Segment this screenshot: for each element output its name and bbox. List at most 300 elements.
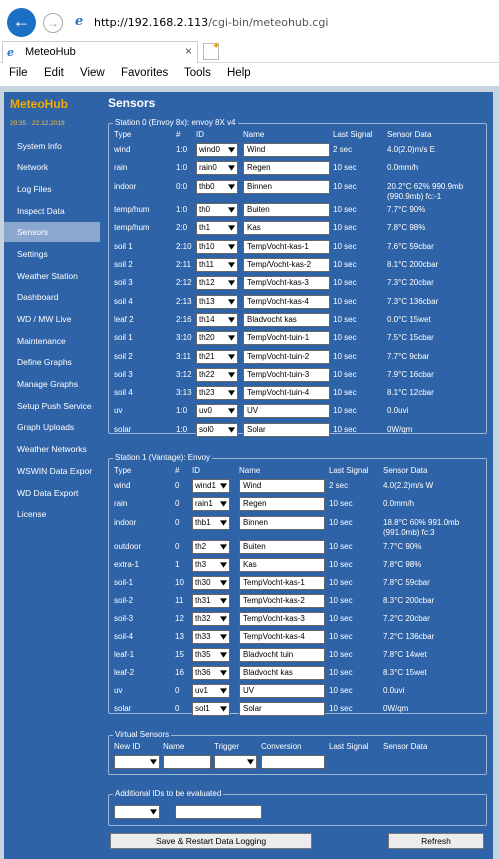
sensor-id-value: wind0 (199, 145, 220, 154)
sensor-type: uv (114, 686, 123, 695)
sensor-name-input[interactable]: Regen (243, 161, 330, 175)
last-signal: 10 sec (333, 333, 357, 342)
sensor-id-select[interactable] (192, 576, 230, 590)
chevron-down-icon (220, 688, 227, 694)
last-signal: 10 sec (329, 650, 353, 659)
sensor-data: 18.8°C 60% 991.0mb (383, 518, 460, 527)
sensor-data: 7.8°C 98% (383, 560, 422, 569)
sensor-type: solar (114, 704, 132, 713)
sensor-name-input[interactable]: Buiten (239, 540, 325, 554)
save-restart-button[interactable]: Save & Restart Data Logging (110, 833, 312, 849)
menu-favorites[interactable]: Favorites (121, 67, 169, 79)
chevron-down-icon (228, 262, 235, 268)
sensor-name-input[interactable]: TempVocht-tuin-1 (243, 331, 330, 345)
sensor-number: 0 (175, 481, 180, 490)
sensor-number: 11 (175, 596, 184, 605)
sidebar-item-dashboard[interactable]: Dashboard (17, 292, 59, 302)
ie-tab-icon: e (7, 46, 14, 59)
sensor-data: 4.0(2.0)m/s E (387, 145, 436, 154)
sensor-type: uv (114, 406, 123, 415)
sensor-data: 0.0°C 15wet (387, 315, 431, 324)
sensor-id-value: uv1 (195, 686, 208, 695)
sensor-id-select[interactable] (192, 540, 230, 554)
sensor-id-value: th32 (195, 614, 211, 623)
chevron-down-icon (220, 501, 227, 507)
sensor-data: 7.7°C 9cbar (387, 352, 430, 361)
sensor-type: outdoor (114, 542, 142, 551)
chevron-down-icon (228, 165, 235, 171)
last-signal: 10 sec (333, 406, 357, 415)
sensor-id-value: th0 (199, 205, 211, 214)
sensor-id-select[interactable] (192, 684, 230, 698)
chevron-down-icon (150, 759, 157, 765)
sensor-id-select[interactable] (196, 240, 238, 254)
last-signal: 10 sec (333, 205, 357, 214)
virtual-header-name: Name (163, 742, 185, 751)
sensor-id-value: th12 (199, 278, 215, 287)
last-signal: 10 sec (329, 518, 353, 527)
additional-id-input[interactable] (175, 805, 262, 819)
sensor-id-value: th30 (195, 578, 211, 587)
tab-bar (0, 40, 499, 63)
sensor-id-select[interactable] (192, 612, 230, 626)
sensor-type: soil 3 (114, 278, 133, 287)
virtual-conversion-input[interactable] (261, 755, 325, 769)
chevron-down-icon (228, 427, 235, 433)
sensor-name-input[interactable]: Solar (239, 702, 325, 716)
sidebar-item-graph-uploads[interactable]: Graph Uploads (17, 422, 75, 432)
virtual-header-last: Last Signal (329, 742, 369, 751)
browser-tab[interactable] (2, 41, 198, 63)
sensor-number: 12 (175, 614, 184, 623)
sensor-name-input[interactable]: Wind (243, 143, 330, 157)
sensor-data: 7.3°C 20cbar (387, 278, 434, 287)
last-signal: 10 sec (329, 704, 353, 713)
sensor-type: soil 2 (114, 260, 133, 269)
additional-id-select[interactable] (114, 805, 160, 819)
chevron-down-icon (220, 562, 227, 568)
virtual-sensors-fieldset (108, 730, 487, 775)
sensor-number: 3:13 (176, 388, 192, 397)
sensor-name-input[interactable]: Temp/Vocht-kas-2 (243, 258, 330, 272)
sensor-number: 0 (175, 686, 180, 695)
sensor-type: wind (114, 481, 131, 490)
chevron-down-icon (220, 520, 227, 526)
virtual-trigger-select[interactable] (214, 755, 257, 769)
last-signal: 10 sec (333, 388, 357, 397)
sidebar-item-license[interactable]: License (17, 509, 47, 519)
sensor-number: 0 (175, 499, 180, 508)
last-signal: 10 sec (329, 632, 353, 641)
menu-tools[interactable]: Tools (184, 67, 211, 79)
sensor-data: 7.7°C 90% (387, 205, 426, 214)
sensor-name-input[interactable]: Bladvocht tuin (239, 648, 325, 662)
back-arrow-icon[interactable]: ← (7, 8, 36, 37)
forward-arrow-icon[interactable]: → (43, 13, 63, 33)
sensor-number: 1:0 (176, 425, 188, 434)
sensor-type: leaf 2 (114, 315, 134, 324)
sensor-id-value: th21 (199, 352, 215, 361)
chevron-down-icon (247, 759, 254, 765)
station-1-fieldset (108, 453, 487, 714)
sensor-number: 1:0 (176, 163, 188, 172)
column-header-id: ID (192, 466, 200, 475)
menu-edit[interactable]: Edit (44, 67, 64, 79)
last-signal: 10 sec (329, 560, 353, 569)
last-signal: 10 sec (329, 668, 353, 677)
column-header-last: Last Signal (333, 130, 373, 139)
sensor-type: indoor (114, 182, 137, 191)
sensor-name-input[interactable]: Wind (239, 479, 325, 493)
column-header-type: Type (114, 466, 132, 475)
last-signal: 10 sec (333, 315, 357, 324)
sensor-id-select[interactable] (192, 666, 230, 680)
last-signal: 10 sec (329, 614, 353, 623)
sensor-id-select[interactable] (192, 648, 230, 662)
url-field[interactable]: http://192.168.2.113/cgi-bin/meteohub.cgi (94, 16, 329, 29)
sensor-id-value: th11 (199, 260, 214, 269)
sensor-name-input[interactable]: Binnen (239, 516, 325, 530)
sensor-name-input[interactable]: Solar (243, 423, 330, 437)
menu-help[interactable]: Help (227, 67, 251, 79)
sensor-number: 13 (175, 632, 184, 641)
sensor-id-select[interactable] (196, 143, 238, 157)
sensor-name-input[interactable]: UV (239, 684, 325, 698)
page-title: Sensors (108, 96, 156, 110)
sidebar-item-manage-graphs[interactable]: Manage Graphs (17, 379, 78, 389)
content-panel (100, 116, 493, 859)
sensor-id-value: rain0 (199, 163, 217, 172)
additional-ids-fieldset (108, 789, 487, 826)
sensor-type: soil 2 (114, 352, 133, 361)
sidebar-item-system-info[interactable]: System Info (17, 141, 62, 151)
last-signal: 10 sec (333, 370, 357, 379)
chevron-down-icon (228, 335, 235, 341)
sensor-data: 7.7°C 90% (383, 542, 422, 551)
sensor-name-input[interactable]: TempVocht-tuin-3 (243, 368, 330, 382)
sensor-number: 0 (175, 518, 180, 527)
chevron-down-icon (228, 372, 235, 378)
sensor-number: 0 (175, 542, 180, 551)
chevron-down-icon (228, 225, 235, 231)
sensor-number: 2:0 (176, 223, 188, 232)
sensor-name-input[interactable]: TempVocht-kas-3 (243, 276, 330, 290)
sidebar-item-settings[interactable]: Settings (17, 249, 48, 259)
sensor-id-select[interactable] (192, 558, 230, 572)
sensor-id-value: th14 (199, 315, 215, 324)
sensor-id-select[interactable] (196, 203, 238, 217)
column-header-data: Sensor Data (383, 466, 428, 475)
chevron-down-icon (228, 317, 235, 323)
tab-title: MeteoHub (25, 46, 76, 58)
last-signal: 2 sec (329, 481, 349, 490)
virtual-header-new-id: New ID (114, 742, 141, 751)
sensor-id-select[interactable] (192, 497, 230, 511)
column-header-name: Name (243, 130, 265, 139)
sidebar-item-wswin-data-expor[interactable]: WSWIN Data Expor (17, 466, 93, 476)
last-signal: 10 sec (333, 352, 357, 361)
sensor-number: 1 (175, 560, 180, 569)
sensor-id-select[interactable] (196, 404, 238, 418)
header (100, 92, 493, 116)
new-tab-icon[interactable]: ✦ (203, 43, 219, 60)
last-signal: 10 sec (329, 686, 353, 695)
sensor-number: 2:10 (176, 242, 192, 251)
sensor-id-value: th2 (195, 542, 207, 551)
chevron-down-icon (228, 184, 235, 190)
sensor-id-value: th20 (199, 333, 215, 342)
sensor-id-value: sol0 (199, 425, 214, 434)
sensor-number: 16 (175, 668, 184, 677)
last-signal: 10 sec (333, 242, 357, 251)
sidebar-item-setup-push-service[interactable]: Setup Push Service (17, 401, 92, 411)
sensor-type: temp/hum (114, 223, 150, 232)
sensor-data: 7.2°C 20cbar (383, 614, 430, 623)
sensor-data: 0.0mm/h (387, 163, 419, 172)
sensor-number: 3:11 (176, 352, 191, 361)
sensor-id-select[interactable] (196, 295, 238, 309)
last-signal: 10 sec (333, 278, 357, 287)
chevron-down-icon (220, 544, 227, 550)
sensor-id-value: th23 (199, 388, 215, 397)
sensor-data: 7.8°C 59cbar (383, 578, 430, 587)
sensor-type: rain (114, 163, 128, 172)
sensor-name-input[interactable]: TempVocht-kas-4 (239, 630, 325, 644)
sensor-data-line-2: (991.0mb) fc:3 (383, 528, 435, 537)
menu-file[interactable]: File (9, 67, 28, 79)
chevron-down-icon (228, 280, 235, 286)
sensor-id-value: rain1 (195, 499, 213, 508)
sensor-id-select[interactable] (196, 331, 238, 345)
chevron-down-icon (220, 634, 227, 640)
sensor-id-value: th13 (199, 297, 215, 306)
sensor-id-select[interactable] (196, 313, 238, 327)
sensor-id-select[interactable] (196, 161, 238, 175)
sensor-type: soil 1 (114, 242, 133, 251)
column-header-name: Name (239, 466, 261, 475)
sensor-data: 0.0mm/h (383, 499, 415, 508)
sensor-number: 1:0 (176, 406, 188, 415)
sensor-name-input[interactable]: Bladvocht kas (243, 313, 330, 327)
sensor-id-select[interactable] (196, 276, 238, 290)
sensor-type: soil 1 (114, 333, 133, 342)
sidebar-item-weather-station[interactable]: Weather Station (17, 271, 78, 281)
sensor-number: 2:16 (176, 315, 192, 324)
virtual-sensors-legend: Virtual Sensors (115, 730, 170, 739)
chevron-down-icon (228, 244, 235, 250)
last-signal: 10 sec (333, 223, 357, 232)
sensor-type: leaf-1 (114, 650, 135, 659)
last-signal: 10 sec (333, 260, 357, 269)
sensor-id-value: th33 (195, 632, 211, 641)
refresh-button[interactable]: Refresh (388, 833, 484, 849)
sensor-type: temp/hum (114, 205, 150, 214)
sensor-data: 0W/qm (387, 425, 413, 434)
chevron-down-icon (228, 390, 235, 396)
tab-close-icon[interactable]: × (185, 44, 193, 58)
sensor-id-value: th1 (199, 223, 211, 232)
sidebar-item-maintenance[interactable]: Maintenance (17, 336, 66, 346)
sensor-id-value: th22 (199, 370, 215, 379)
sensor-type: solar (114, 425, 132, 434)
sensor-type: soil 4 (114, 388, 133, 397)
chevron-down-icon (220, 616, 227, 622)
sensor-name-input[interactable]: Regen (239, 497, 325, 511)
sensor-id-select[interactable] (196, 350, 238, 364)
sensor-type: indoor (114, 518, 137, 527)
sidebar-item-define-graphs[interactable]: Define Graphs (17, 357, 72, 367)
chevron-down-icon (228, 147, 235, 153)
sensor-id-select[interactable] (196, 423, 238, 437)
sensor-name-input[interactable]: TempVocht-kas-2 (239, 594, 325, 608)
sensor-type: soil-2 (114, 596, 134, 605)
sensor-id-select[interactable] (192, 630, 230, 644)
menu-view[interactable]: View (80, 67, 105, 79)
sensor-name-input[interactable]: TempVocht-tuin-2 (243, 350, 330, 364)
sensor-data: 0W/qm (383, 704, 409, 713)
sensor-number: 3:10 (176, 333, 192, 342)
sensor-id-value: wind1 (195, 481, 216, 490)
column-header-type: Type (114, 130, 132, 139)
sidebar-item-sensors[interactable]: Sensors (4, 222, 100, 242)
sidebar-item-inspect-data[interactable]: Inspect Data (17, 206, 65, 216)
sensor-id-select[interactable] (196, 258, 238, 272)
chevron-down-icon (228, 207, 235, 213)
chevron-down-icon (150, 809, 157, 815)
sensor-id-select[interactable] (196, 368, 238, 382)
sensor-name-input[interactable]: TempVocht-kas-3 (239, 612, 325, 626)
virtual-header-conversion: Conversion (261, 742, 302, 751)
sensor-name-input[interactable]: UV (243, 404, 330, 418)
browser-address-bar (0, 0, 499, 40)
column-header-last: Last Signal (329, 466, 369, 475)
sensor-id-value: sol1 (195, 704, 210, 713)
sensor-id-select[interactable] (196, 180, 238, 194)
sensor-number: 10 (175, 578, 184, 587)
sensor-type: extra-1 (114, 560, 139, 569)
sensor-data: 7.6°C 59cbar (387, 242, 434, 251)
last-signal: 10 sec (329, 578, 353, 587)
sensor-data: 8.3°C 15wet (383, 668, 427, 677)
logo: MeteoHub (10, 97, 68, 111)
sidebar (4, 92, 100, 859)
sensor-number: 1:0 (176, 205, 188, 214)
sensor-id-value: uv0 (199, 406, 212, 415)
sensor-data: 0.0uvi (387, 406, 409, 415)
sensor-data: 8.3°C 200cbar (383, 596, 435, 605)
sensor-name-input[interactable]: Kas (239, 558, 325, 572)
ie-page-icon: e (75, 14, 84, 29)
sensor-id-select[interactable] (192, 516, 230, 530)
virtual-new-id-select[interactable] (114, 755, 160, 769)
sensor-type: soil 3 (114, 370, 133, 379)
sensor-data: 7.9°C 16cbar (387, 370, 434, 379)
sensor-name-input[interactable]: Binnen (243, 180, 330, 194)
virtual-name-input[interactable] (163, 755, 211, 769)
chevron-down-icon (228, 299, 235, 305)
sensor-data: 0.0uvi (383, 686, 405, 695)
clock: 20:35 · 22.12.2019 (10, 120, 65, 127)
last-signal: 10 sec (333, 425, 357, 434)
sensor-id-value: th31 (195, 596, 211, 605)
sensor-id-value: thb1 (195, 518, 211, 527)
sensor-number: 0 (175, 704, 180, 713)
sensor-number: 3:12 (176, 370, 192, 379)
sensor-name-input[interactable]: Bladvocht kas (239, 666, 325, 680)
sensor-number: 15 (175, 650, 184, 659)
sensor-data: 7.2°C 136cbar (383, 632, 435, 641)
sensor-data: 7.8°C 98% (387, 223, 426, 232)
sensor-id-select[interactable] (196, 221, 238, 235)
chevron-down-icon (220, 652, 227, 658)
sensor-data: 7.3°C 136cbar (387, 297, 439, 306)
column-header-num: # (176, 130, 181, 139)
last-signal: 10 sec (329, 596, 353, 605)
sensor-type: leaf-2 (114, 668, 135, 677)
sensor-id-select[interactable] (192, 594, 230, 608)
sidebar-item-log-files[interactable]: Log Files (17, 184, 52, 194)
meteohub-app (0, 86, 499, 859)
chevron-down-icon (220, 598, 227, 604)
virtual-header-data: Sensor Data (383, 742, 428, 751)
sensor-id-value: th36 (195, 668, 211, 677)
column-header-num: # (175, 466, 180, 475)
sensor-data: 8.1°C 200cbar (387, 260, 439, 269)
last-signal: 10 sec (333, 297, 357, 306)
sensor-id-select[interactable] (196, 386, 238, 400)
sensor-name-input[interactable]: Buiten (243, 203, 330, 217)
sensor-id-value: th3 (195, 560, 207, 569)
sensor-name-input[interactable]: Kas (243, 221, 330, 235)
sidebar-item-wd-mw-live[interactable]: WD / MW Live (17, 314, 72, 324)
sensor-number: 2:11 (176, 260, 191, 269)
sensor-type: soil-4 (114, 632, 134, 641)
last-signal: 2 sec (333, 145, 353, 154)
sensor-name-input[interactable]: TempVocht-kas-1 (243, 240, 330, 254)
column-header-data: Sensor Data (387, 130, 432, 139)
last-signal: 10 sec (329, 542, 353, 551)
additional-ids-legend: Additional IDs to be evaluated (115, 789, 222, 798)
sensor-name-input[interactable]: TempVocht-kas-4 (243, 295, 330, 309)
sensor-name-input[interactable]: TempVocht-tuin-4 (243, 386, 330, 400)
sensor-name-input[interactable]: TempVocht-kas-1 (239, 576, 325, 590)
station-1-legend: Station 1 (Vantage): Envoy (115, 453, 211, 462)
sensor-id-select[interactable] (192, 702, 230, 716)
sensor-id-select[interactable] (192, 479, 230, 493)
sensor-data: 8.1°C 12cbar (387, 388, 434, 397)
sensor-type: soil 4 (114, 297, 133, 306)
sensor-data: 7.8°C 14wet (383, 650, 427, 659)
last-signal: 10 sec (333, 182, 357, 191)
sidebar-item-weather-networks[interactable]: Weather Networks (17, 444, 87, 454)
sensor-type: rain (114, 499, 128, 508)
chevron-down-icon (220, 483, 227, 489)
last-signal: 10 sec (329, 499, 353, 508)
column-header-id: ID (196, 130, 204, 139)
sensor-data: 4.0(2.2)m/s W (383, 481, 434, 490)
sidebar-item-network[interactable]: Network (17, 162, 49, 172)
sensor-number: 2:13 (176, 297, 192, 306)
chevron-down-icon (228, 408, 235, 414)
chevron-down-icon (228, 354, 235, 360)
sensor-data: 7.5°C 15cbar (387, 333, 434, 342)
sensor-data: 20.2°C 62% 990.9mb (387, 182, 464, 191)
sidebar-item-wd-data-export[interactable]: WD Data Export (17, 488, 79, 498)
station-0-fieldset (108, 118, 487, 434)
menu-bar (0, 63, 499, 85)
sensor-type: soil-3 (114, 614, 134, 623)
sensor-number: 0:0 (176, 182, 188, 191)
